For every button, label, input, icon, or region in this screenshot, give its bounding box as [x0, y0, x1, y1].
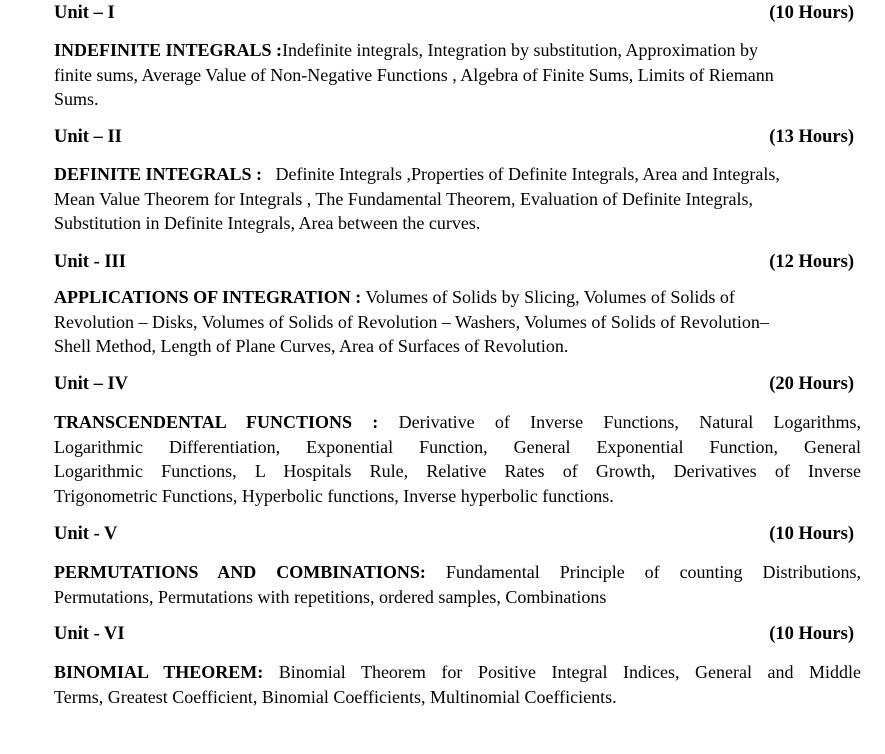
unit-2-line-1: [54, 162, 861, 187]
unit-3-line-3: Shell Method, Length of Plane Curves, Area of Surfaces of Revolution.: [54, 336, 569, 356]
unit-5-line-1: [54, 560, 861, 585]
unit-6-topic: BINOMIAL THEOREM:: [54, 662, 264, 682]
unit-6-text-1: Binomial Theorem for Positive Integral Indices, General and Middle: [263, 662, 861, 682]
unit-5-label: Unit - V: [54, 524, 118, 544]
unit-6-label: Unit - VI: [54, 624, 125, 644]
unit-6-line-1: [54, 660, 861, 685]
unit-1-text-1: Indefinite integrals, Integration by substitution, Approximation by: [282, 40, 758, 60]
unit-1-header: [54, 2, 854, 24]
unit-6-line-2: Terms, Greatest Coefficient, Binomial Coefficients, Multinomial Coefficients.: [54, 686, 617, 707]
unit-2-header: [54, 126, 854, 148]
unit-4-label: Unit – IV: [54, 374, 129, 394]
unit-2-topic: DEFINITE INTEGRALS :: [54, 164, 263, 184]
unit-1-hours: (10 Hours): [769, 3, 854, 23]
unit-3-topic: APPLICATIONS OF INTEGRATION :: [54, 287, 362, 307]
unit-5-content: [54, 560, 861, 609]
unit-5-text-1: Fundamental Principle of counting Distributions,: [425, 562, 861, 582]
unit-2-line-2: Mean Value Theorem for Integrals , The Fundamental Theorem, Evaluation of Definite Integrals,: [54, 188, 753, 209]
unit-3-hours: (12 Hours): [769, 252, 854, 272]
unit-4-header: [54, 373, 854, 395]
unit-3-content: [54, 285, 861, 359]
unit-5-header: [54, 523, 854, 545]
unit-4-line-3: Logarithmic Functions, L Hospitals Rule, Relative Rates of Growth, Derivatives of Inverse: [54, 461, 861, 481]
unit-2-label: Unit – II: [54, 127, 122, 147]
unit-4-hours: (20 Hours): [769, 374, 854, 394]
unit-1-content: [54, 38, 861, 112]
unit-1-line-3: Sums.: [54, 89, 99, 109]
unit-6-header: [54, 623, 854, 645]
unit-6-content: [54, 660, 861, 709]
unit-3-header: [54, 251, 854, 273]
unit-1-label: Unit – I: [54, 3, 115, 23]
unit-2-text-1: Definite Integrals ,Properties of Definite Integrals, Area and Integrals,: [262, 164, 780, 184]
unit-2-hours: (13 Hours): [769, 127, 854, 147]
unit-4-line-4: Trigonometric Functions, Hyperbolic functions, Inverse hyperbolic functions.: [54, 485, 614, 506]
unit-2-content: [54, 162, 861, 236]
unit-6-hours: (10 Hours): [769, 624, 854, 644]
unit-5-hours: (10 Hours): [769, 524, 854, 544]
unit-2-line-3: Substitution in Definite Integrals, Area between the curves.: [54, 213, 481, 233]
unit-3-line-1: [54, 285, 861, 310]
unit-3-text-1: Volumes of Solids by Slicing, Volumes of Solids of: [361, 287, 735, 307]
unit-1-topic: INDEFINITE INTEGRALS :: [54, 40, 283, 60]
unit-3-label: Unit - III: [54, 252, 126, 272]
unit-4-text-1: Derivative of Inverse Functions, Natural Logarithms,: [378, 412, 861, 432]
unit-3-line-2: Revolution – Disks, Volumes of Solids of Revolution – Washers, Volumes of Solids of Revolution–: [54, 311, 769, 332]
unit-4-line-1: [54, 410, 861, 435]
unit-5-topic: PERMUTATIONS AND COMBINATIONS:: [54, 562, 426, 582]
unit-4-topic: TRANSCENDENTAL FUNCTIONS :: [54, 412, 379, 432]
unit-4-content: [54, 410, 861, 508]
unit-5-line-2: Permutations, Permutations with repetitions, ordered samples, Combinations: [54, 586, 607, 607]
unit-4-line-2: Logarithmic Differentiation, Exponential Function, General Exponential Function, General: [54, 436, 861, 457]
unit-1-line-2: finite sums, Average Value of Non-Negative Functions , Algebra of Finite Sums, Limits of Riemann: [54, 64, 774, 85]
unit-1-line-1: [54, 38, 861, 63]
